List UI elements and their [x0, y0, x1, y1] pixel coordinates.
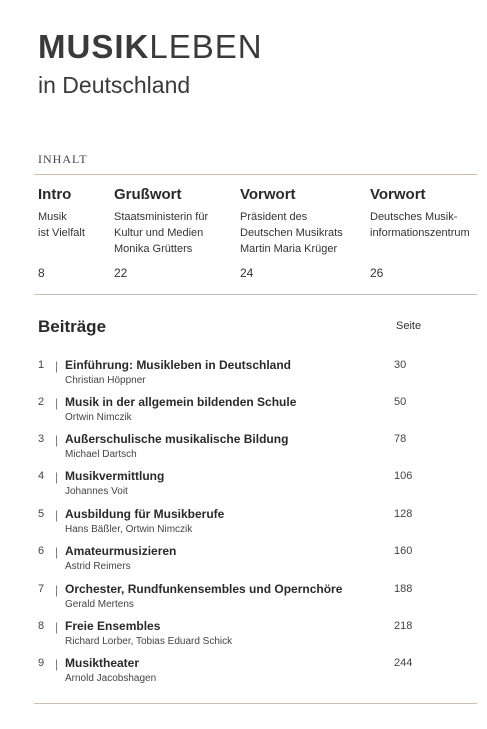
rule-middle [34, 294, 477, 295]
entry-title: Amateurmusizieren [65, 544, 177, 558]
intro-column-line: Präsident des [240, 211, 308, 223]
entry-title: Freie Ensembles [65, 619, 161, 633]
page-subtitle: in Deutschland [38, 72, 191, 98]
intro-column-heading: Intro [38, 186, 72, 203]
title-bold-part: MUSIK [38, 28, 150, 65]
entry-title: Einführung: Musikleben in Deutschland [65, 358, 292, 372]
entry-number: 3 [38, 433, 45, 445]
toc-entry[interactable] [38, 657, 458, 691]
entry-title: Außerschulische musikalische Bildung [65, 432, 289, 446]
entry-number: 5 [38, 508, 45, 520]
intro-column-line: Monika Grütters [114, 243, 193, 255]
toc-entry[interactable] [38, 583, 458, 617]
toc-entry[interactable] [38, 620, 458, 654]
entry-page: 160 [394, 545, 413, 557]
page-column-header: Seite [396, 320, 422, 332]
entry-page: 188 [394, 583, 413, 595]
entry-page: 128 [394, 508, 413, 520]
entry-number: 7 [38, 583, 45, 595]
intro-column-page: 8 [38, 266, 45, 280]
page-title [38, 30, 263, 63]
rule-top [34, 174, 477, 175]
intro-column-line: ist Vielfalt [38, 227, 85, 239]
entry-separator: | [55, 508, 59, 522]
intro-column-heading: Vorwort [370, 186, 426, 203]
entry-title: Musik in der allgemein bildenden Schule [65, 395, 297, 409]
entry-title: Orchester, Rundfunkensembles und Opernchöre [65, 582, 343, 596]
contents-label: INHALT [38, 152, 88, 166]
entry-author: Christian Höppner [65, 375, 146, 386]
intro-column-line: Deutsches Musik- [370, 211, 458, 223]
entry-number: 8 [38, 620, 45, 632]
entry-page: 244 [394, 657, 413, 669]
entry-author: Johannes Voit [65, 486, 128, 497]
intro-column-vorwort-2 [370, 186, 470, 280]
intro-column-page: 26 [370, 266, 384, 280]
intro-column-line: Kultur und Medien [114, 227, 204, 239]
entry-number: 1 [38, 359, 45, 371]
toc-entry[interactable] [38, 508, 458, 542]
entry-number: 6 [38, 545, 45, 557]
entry-author: Astrid Reimers [65, 561, 131, 572]
entry-page: 218 [394, 620, 413, 632]
entry-author: Michael Dartsch [65, 449, 137, 460]
rule-bottom [34, 703, 477, 704]
section-title: Beiträge [38, 317, 107, 336]
entry-separator: | [55, 545, 59, 559]
intro-column-grusswort [114, 186, 209, 280]
title-light-part: LEBEN [149, 28, 263, 65]
entry-title: Musikvermittlung [65, 469, 165, 483]
entry-title: Ausbildung für Musikberufe [65, 507, 225, 521]
intro-column-vorwort-1 [240, 186, 343, 280]
intro-column-line: Musik [38, 211, 67, 223]
entry-author: Gerald Mertens [65, 599, 134, 610]
toc-entry[interactable] [38, 470, 458, 504]
intro-column-page: 24 [240, 266, 254, 280]
intro-column-heading: Grußwort [114, 186, 182, 203]
intro-column-line: informationszentrum [370, 227, 470, 239]
entry-number: 9 [38, 657, 45, 669]
intro-column-heading: Vorwort [240, 186, 296, 203]
intro-column-intro [38, 186, 85, 280]
entry-title: Musiktheater [65, 656, 140, 670]
entry-separator: | [55, 470, 59, 484]
entry-author: Arnold Jacobshagen [65, 673, 157, 684]
toc-entry[interactable] [38, 433, 458, 467]
entry-separator: | [55, 583, 59, 597]
toc-entry[interactable] [38, 396, 458, 430]
entry-separator: | [55, 396, 59, 410]
entry-separator: | [55, 359, 59, 373]
entry-separator: | [55, 657, 59, 671]
intro-column-line: Staatsministerin für [114, 211, 209, 223]
entry-page: 30 [394, 359, 407, 371]
entry-page: 78 [394, 433, 407, 445]
entry-author: Ortwin Nimczik [65, 412, 132, 423]
intro-column-line: Martin Maria Krüger [240, 243, 338, 255]
entry-number: 4 [38, 470, 45, 482]
entry-number: 2 [38, 396, 45, 408]
entry-separator: | [55, 433, 59, 447]
entry-page: 106 [394, 470, 413, 482]
toc-entry[interactable] [38, 545, 458, 579]
entry-author: Hans Bäßler, Ortwin Nimczik [65, 524, 193, 535]
intro-column-line: Deutschen Musikrats [240, 227, 343, 239]
intro-column-page: 22 [114, 266, 128, 280]
entry-author: Richard Lorber, Tobias Eduard Schick [65, 636, 233, 647]
entry-separator: | [55, 620, 59, 634]
toc-entry[interactable] [38, 359, 458, 393]
entry-page: 50 [394, 396, 407, 408]
